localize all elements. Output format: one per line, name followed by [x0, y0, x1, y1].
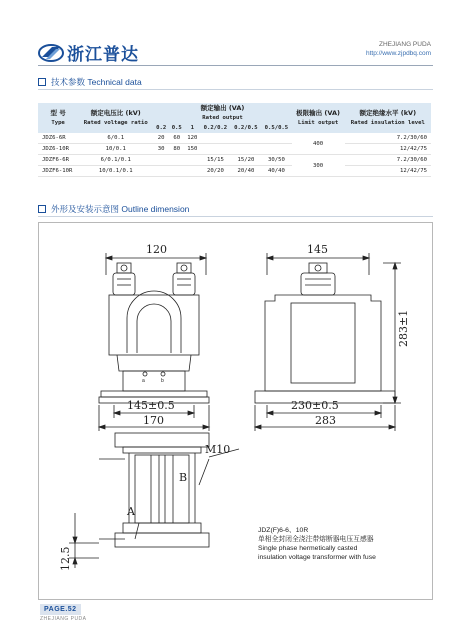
- col-type-en: Type: [51, 120, 65, 126]
- cell-output: [185, 155, 201, 166]
- brand-name: ZHEJIANG PUDA: [378, 41, 431, 48]
- col-ratio-en: Rated voltage ratio: [83, 120, 148, 126]
- cell-output: 40/40: [261, 166, 292, 177]
- cell-output: 20: [153, 133, 169, 144]
- col-type: [38, 103, 78, 133]
- terminal-a: a: [142, 378, 145, 384]
- output-class: 0.5/0.5: [261, 123, 292, 133]
- cell-output: 120: [185, 133, 201, 144]
- col-insul-en: Rated insulation level: [350, 120, 425, 126]
- cell-output: [169, 166, 185, 177]
- cell-output: 30: [153, 144, 169, 155]
- dim-283: 283: [315, 414, 336, 427]
- cell-output: [261, 133, 292, 144]
- col-limit-cn: 极限输出 (VA): [296, 109, 340, 117]
- cell-type: JDZ6-10R: [38, 144, 78, 155]
- col-output: [153, 103, 291, 123]
- label-b: B: [179, 471, 188, 484]
- col-insulation: [345, 103, 431, 133]
- label-m10: M10: [205, 443, 231, 456]
- table-row: [38, 144, 431, 155]
- col-ratio-cn: 额定电压比 (kV): [90, 109, 141, 117]
- cell-type: JDZF6-10R: [38, 166, 78, 177]
- section-box-icon: [38, 78, 46, 86]
- cell-output: 80: [169, 144, 185, 155]
- label-a: A: [127, 505, 135, 518]
- cell-limit: 300: [292, 155, 345, 177]
- table-row: [38, 166, 431, 177]
- col-limit: [292, 103, 345, 133]
- company-logo: [38, 40, 139, 65]
- cell-ratio: 6/0.1: [78, 133, 153, 144]
- cell-type: JDZ6-6R: [38, 133, 78, 144]
- cell-limit: 400: [292, 133, 345, 155]
- dim-230-05: 230±0.5: [291, 399, 339, 412]
- page-number: PAGE.52: [40, 604, 81, 615]
- col-output-en: Rated output: [202, 115, 243, 121]
- cell-insulation: 7.2/30/60: [345, 133, 431, 144]
- dim-145: 145: [307, 243, 328, 256]
- outline-section-title: 外形及安装示意图 Outline dimension: [51, 204, 190, 214]
- cell-output: [261, 144, 292, 155]
- cell-output: [153, 155, 169, 166]
- brand-url: http://www.zjpdbq.com: [365, 50, 431, 57]
- table-row: [38, 133, 431, 144]
- technical-section-heading: [38, 76, 142, 88]
- caption-en-2: insulation voltage transformer with fuse: [258, 554, 376, 561]
- dim-120: 120: [146, 243, 167, 256]
- dim-12-5: 12.5: [59, 546, 72, 571]
- section-divider: [38, 89, 433, 90]
- col-type-cn: 型 号: [50, 109, 66, 117]
- cell-output: [231, 144, 262, 155]
- output-class: 1: [185, 123, 201, 133]
- cell-output: [200, 144, 231, 155]
- col-insul-cn: 额定绝缘水平 (kV): [359, 109, 417, 117]
- logo-mark-icon: [38, 43, 64, 63]
- table-row: [38, 155, 431, 166]
- cell-insulation: 12/42/75: [345, 144, 431, 155]
- footer-brand: ZHEJIANG PUDA: [40, 616, 87, 622]
- cell-insulation: 12/42/75: [345, 166, 431, 177]
- brand-block: [366, 40, 431, 58]
- caption-en-1: Single phase hermetically casted: [258, 545, 358, 552]
- cell-output: 15/15: [200, 155, 231, 166]
- terminal-b: b: [161, 378, 164, 384]
- cell-insulation: 7.2/30/60: [345, 155, 431, 166]
- cell-output: 20/40: [231, 166, 262, 177]
- section-divider: [38, 216, 433, 217]
- cell-output: [169, 155, 185, 166]
- cell-output: 15/20: [231, 155, 262, 166]
- col-output-cn: 额定输出 (VA): [200, 104, 245, 112]
- dim-170: 170: [143, 414, 164, 427]
- output-class: 0.2: [153, 123, 169, 133]
- caption-cn: 单相全封闭全浇注带熔断器电压互感器: [258, 535, 374, 543]
- technical-section-title: 技术参数 Technical data: [51, 77, 142, 87]
- cell-output: [185, 166, 201, 177]
- cell-output: 20/20: [200, 166, 231, 177]
- col-limit-en: Limit output: [297, 120, 339, 126]
- dim-283-side: 283±1: [397, 309, 410, 347]
- output-class: 0.5: [169, 123, 185, 133]
- cell-output: 30/50: [261, 155, 292, 166]
- cell-output: [200, 133, 231, 144]
- cell-output: 60: [169, 133, 185, 144]
- cell-output: [153, 166, 169, 177]
- drawing-caption: [258, 526, 428, 562]
- header-divider: [38, 65, 433, 66]
- logo-text: 浙江普达: [67, 45, 139, 65]
- output-class: 0.2/0.2: [200, 123, 231, 133]
- dim-145-05: 145±0.5: [127, 399, 175, 412]
- cell-ratio: 10/0.1/0.1: [78, 166, 153, 177]
- section-box-icon: [38, 205, 46, 213]
- output-class: 0.2/0.5: [231, 123, 262, 133]
- caption-model: JDZ(F)6-6、10R: [258, 527, 309, 534]
- cell-output: [231, 133, 262, 144]
- cell-type: JDZF6-6R: [38, 155, 78, 166]
- cell-ratio: 10/0.1: [78, 144, 153, 155]
- col-ratio: [78, 103, 153, 133]
- cell-ratio: 6/0.1/0.1: [78, 155, 153, 166]
- spec-table: [38, 103, 431, 177]
- outline-section-heading: [38, 203, 189, 215]
- cell-output: 150: [185, 144, 201, 155]
